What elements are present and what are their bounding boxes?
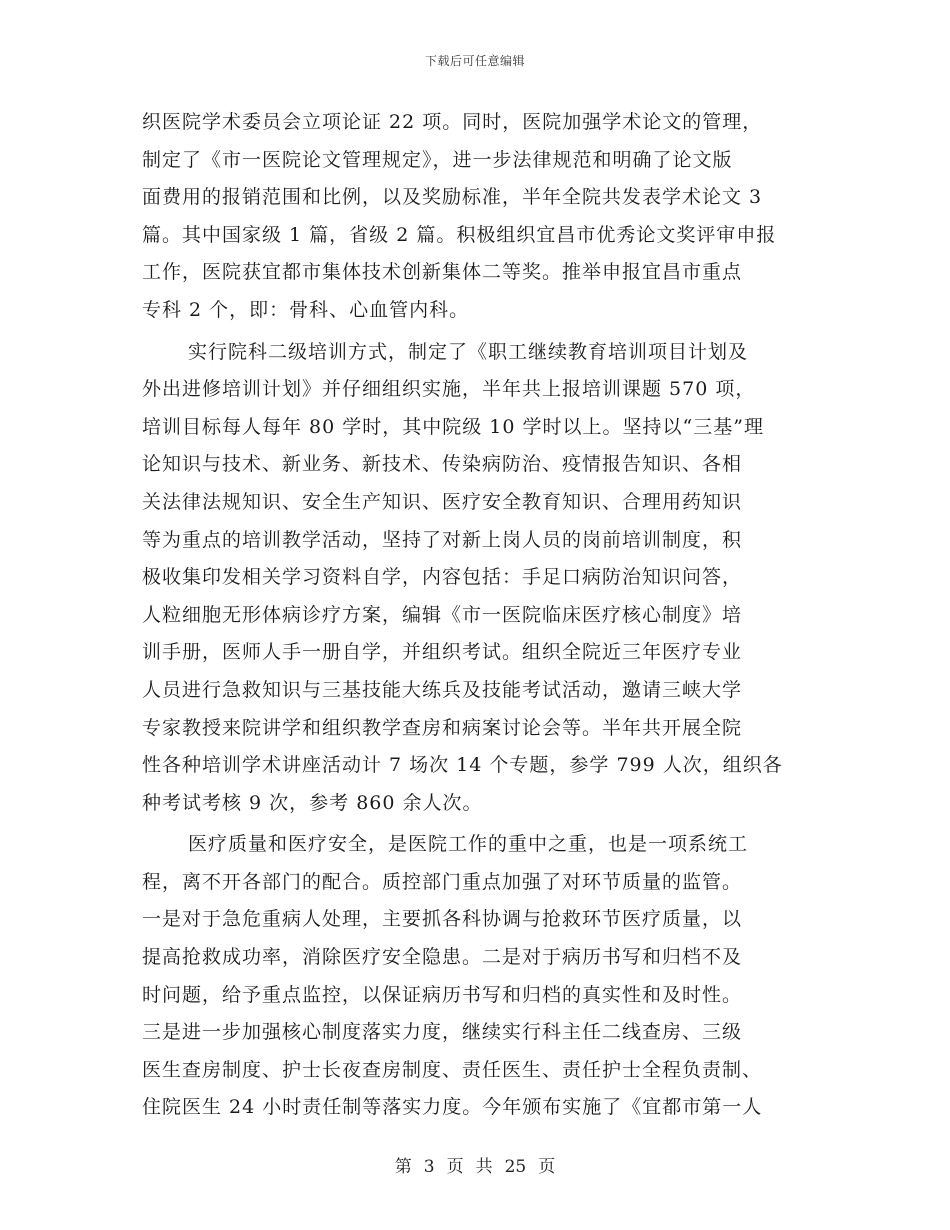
text-line: 医生查房制度、护士长夜查房制度、责任医生、责任护士全程负责制、 xyxy=(142,1058,763,1081)
text-line: 关法律法规知识、安全生产知识、医疗安全教育知识、合理用药知识 xyxy=(142,490,743,513)
text-line: 面费用的报销范围和比例，以及奖励标准，半年全院共发表学术论文 3 xyxy=(142,186,763,209)
text-line: 性各种培训学术讲座活动计 7 场次 14 个专题，参学 799 人次，组织各 xyxy=(142,754,783,777)
text-line: 制定了《市一医院论文管理规定》，进一步法律规范和明确了论文版 xyxy=(142,148,733,171)
text-line: 程，离不开各部门的配合。质控部门重点加强了对环节质量的监管。 xyxy=(142,870,743,893)
text-line: 论知识与技术、新业务、新技术、传染病防治、疫情报告知识、各相 xyxy=(142,453,743,476)
text-line: 训手册，医师人手一册自学，并组织考试。组织全院近三年医疗专业 xyxy=(142,641,743,664)
footer-page-word: 页 xyxy=(446,1157,464,1177)
text-line: 提高抢救成功率，消除医疗安全隐患。二是对于病历书写和归档不及 xyxy=(142,946,743,969)
text-line: 人粒细胞无形体病诊疗方案，编辑《市一医院临床医疗核心制度》培 xyxy=(142,603,743,626)
current-page-number: 3 xyxy=(423,1157,435,1177)
text-line: 篇。其中国家级 1 篇，省级 2 篇。积极组织宜昌市优秀论文奖评审申报 xyxy=(142,223,777,246)
text-line: 工作，医院获宜都市集体技术创新集体二等奖。推举申报宜昌市重点 xyxy=(142,261,743,284)
total-pages-number: 25 xyxy=(504,1157,527,1177)
footer-suffix: 页 xyxy=(538,1157,556,1177)
text-line: 一是对于急危重病人处理，主要抓各科协调与抢救环节医疗质量，以 xyxy=(142,908,743,931)
text-line: 住院医生 24 小时责任制等落实力度。今年颁布实施了《宜都市第一人 xyxy=(142,1096,763,1119)
paragraph-1 xyxy=(142,104,810,330)
paragraph-3 xyxy=(142,826,810,1127)
text-line: 织医院学术委员会立项论证 22 项。同时，医院加强学术论文的管理， xyxy=(142,111,763,133)
footer-prefix: 第 xyxy=(394,1157,412,1177)
text-line: 专家教授来院讲学和组织教学查房和病案讨论会等。半年共开展全院 xyxy=(142,716,743,739)
text-line: 极收集印发相关学习资料自学，内容包括：手足口病防治知识问答， xyxy=(142,566,743,589)
text-line: 外出进修培训计划》并仔细组织实施，半年共上报培训课题 570 项， xyxy=(142,378,756,401)
paragraph-2 xyxy=(142,334,810,823)
text-line: 医疗质量和医疗安全，是医院工作的重中之重，也是一项系统工 xyxy=(188,833,749,856)
page-header: 下载后可任意编辑 xyxy=(424,54,525,68)
text-line: 等为重点的培训教学活动，坚持了对新上岗人员的岗前培训制度，积 xyxy=(142,528,743,551)
text-line: 种考试考核 9 次，参考 860 余人次。 xyxy=(142,791,483,814)
text-line: 实行院科二级培训方式，制定了《职工继续教育培训项目计划及 xyxy=(188,340,749,363)
text-line: 三是进一步加强核心制度落实力度，继续实行科主任二线查房、三级 xyxy=(142,1021,743,1044)
text-line: 时问题，给予重点监控，以保证病历书写和归档的真实性和及时性。 xyxy=(142,983,743,1006)
text-line: 培训目标每人每年 80 学时，其中院级 10 学时以上。坚持以“三基”理 xyxy=(142,415,764,438)
text-line: 专科 2 个，即：骨科、心血管内科。 xyxy=(142,298,470,321)
page-footer xyxy=(0,1152,950,1177)
footer-of: 共 xyxy=(475,1157,493,1177)
document-body xyxy=(142,104,810,1127)
text-line: 人员进行急救知识与三基技能大练兵及技能考试活动，邀请三峡大学 xyxy=(142,678,743,701)
